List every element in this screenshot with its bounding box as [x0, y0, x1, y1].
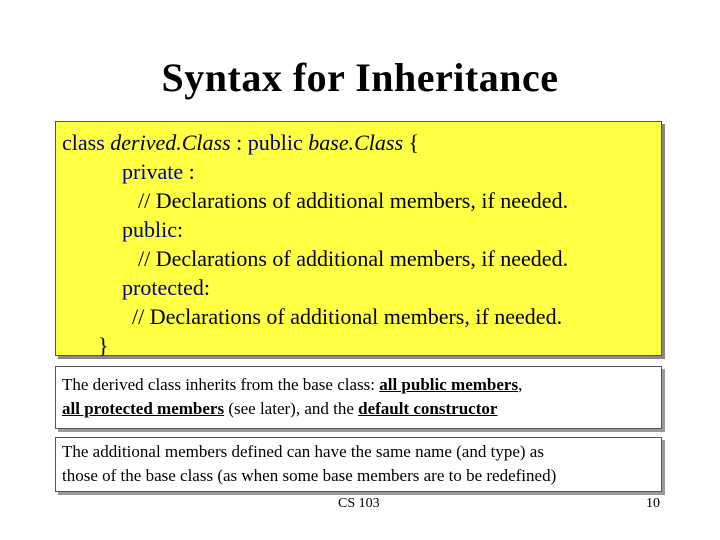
all-protected-members: all protected members: [62, 399, 225, 418]
public-line: [122, 215, 183, 244]
comment-line-2: // Declarations of additional members, if needed.: [138, 246, 569, 271]
default-constructor: default constructor: [358, 399, 498, 418]
derived-class-name: derived.Class: [110, 130, 231, 155]
additional-note-line-2: those of the base class (as when some base members are to be redefined): [62, 466, 557, 485]
additional-members-note-box: [55, 437, 662, 492]
class-keyword: class: [62, 130, 105, 155]
protected-line: [122, 273, 210, 302]
private-keyword: private: [122, 159, 184, 184]
note1-text-3: (see later), and the: [224, 399, 359, 418]
inheritance-note-box: [55, 366, 662, 429]
close-brace: }: [98, 333, 109, 358]
inheritance-note-line-1: [62, 373, 661, 397]
note1-text-1: The derived class inherits from the base class:: [62, 375, 380, 394]
code-box: [55, 121, 662, 356]
private-line: [122, 157, 195, 186]
class-declaration-line: [62, 128, 419, 157]
inheritance-note-line-2: [62, 397, 661, 421]
open-brace: {: [408, 130, 420, 155]
all-public-members: all public members: [379, 375, 519, 394]
note1-text-2: ,: [518, 375, 523, 394]
comment-line-1: // Declarations of additional members, if needed.: [138, 188, 569, 213]
public-section-keyword: public: [122, 217, 177, 242]
base-class-name: base.Class: [308, 130, 404, 155]
page-number: 10: [646, 496, 660, 511]
private-colon: :: [183, 159, 195, 184]
colon-separator: :: [236, 130, 243, 155]
additional-note-line-1: The additional members defined can have the same name (and type) as: [62, 442, 544, 461]
public-keyword: public: [247, 130, 303, 155]
public-colon: :: [177, 217, 184, 242]
comment-line-3: // Declarations of additional members, if needed.: [132, 304, 563, 329]
slide-title: Syntax for Inheritance: [161, 55, 559, 100]
footer-course: CS 103: [338, 496, 380, 511]
protected-colon: :: [203, 275, 210, 300]
protected-keyword: protected: [122, 275, 204, 300]
